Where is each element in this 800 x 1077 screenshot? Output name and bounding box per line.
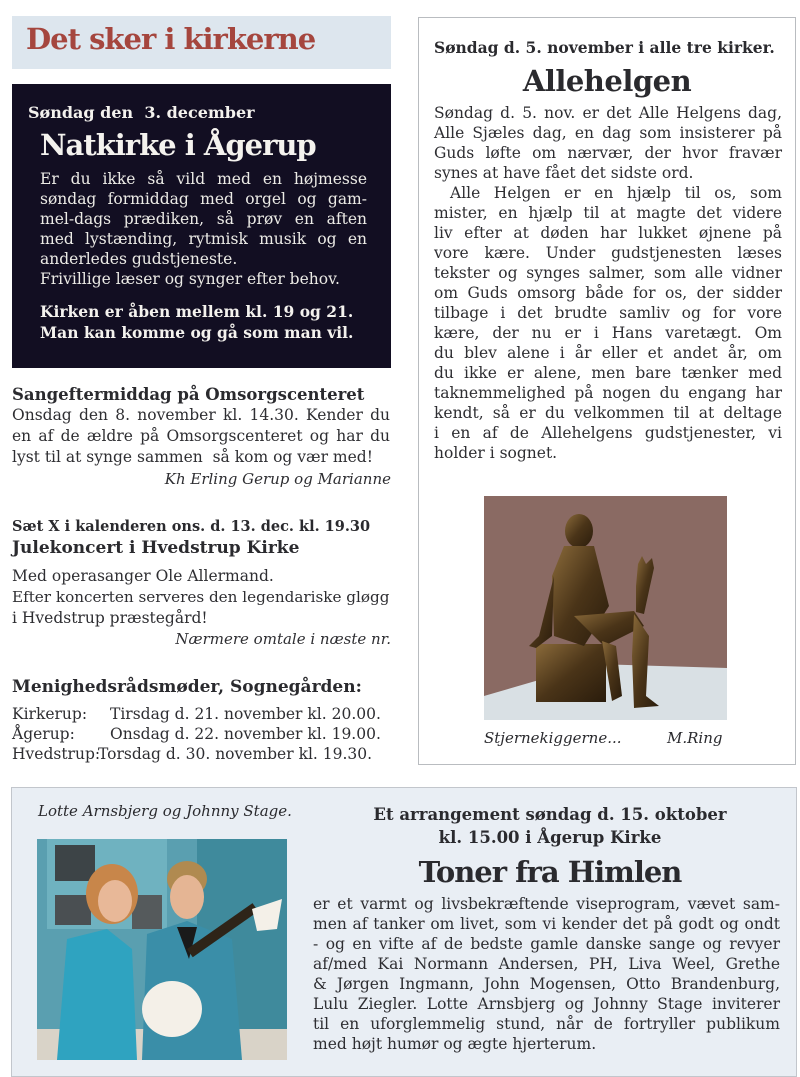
julekoncert-body-line: Efter koncerten serveres den legendariske gløgg (12, 588, 390, 606)
allehelgen-body-line: Alle Helgen er en hjælp til os, som (450, 184, 782, 202)
allehelgen-body-line: taknemmelighed på nogen du engang har (434, 384, 782, 402)
allehelgen-body-line: kære, der nu er i Hans varetægt. Om (434, 324, 782, 342)
statue-photo-caption: Stjernekiggerne... (484, 729, 622, 747)
meeting-place: Kirkerup: (12, 705, 88, 723)
toner-body-line: med højt humør og ægte hjerterum. (313, 1035, 597, 1053)
toner-heading-line: Et arrangement søndag d. 15. oktober (373, 805, 727, 824)
page-title: Det sker i kirkerne (26, 22, 316, 56)
allehelgen-body-line: synes at have fået det sidste ord. (434, 164, 694, 182)
natkirke-title: Natkirke i Ågerup (40, 128, 316, 162)
meeting-time: Onsdag d. 22. november kl. 19.00. (110, 725, 381, 743)
allehelgen-date: Søndag d. 5. november i alle tre kirker. (434, 38, 775, 57)
statue-photo (484, 496, 727, 720)
sangeftermiddag-title: Sangeftermiddag på Omsorgscenteret (12, 385, 365, 404)
natkirke-come-and-go: Man kan komme og gå som man vil. (40, 323, 354, 342)
meeting-place: Ågerup: (12, 725, 75, 743)
allehelgen-body-line: Alle Sjæles dag, en dag som insisterer på (434, 124, 782, 142)
toner-title: Toner fra Himlen (418, 855, 682, 889)
allehelgen-body-line: liv efter at døden har lukket øjnene på (434, 224, 782, 242)
meeting-place: Hvedstrup: (12, 745, 101, 763)
allehelgen-body-line: kendt, så er du velkommen til at deltage (434, 404, 782, 422)
allehelgen-body-line: du ikke er alene, men bare tænker med (434, 364, 782, 382)
toner-body-line: men af tanker om livet, som vi kender det på godt og ondt (313, 915, 780, 933)
julekoncert-pretitle: Sæt X i kalenderen ons. d. 13. dec. kl. 19.30 (12, 518, 371, 535)
julekoncert-body-line: Med operasanger Ole Allermand. (12, 567, 274, 585)
natkirke-body-line: med lystænding, rytmisk musik og en (40, 230, 367, 248)
toner-body-line: er et varmt og livsbekræftende viseprogram, vævet sam- (313, 895, 780, 913)
natkirke-body-line: Frivillige læser og synger efter behov. (40, 270, 340, 288)
meeting-time: Torsdag d. 30. november kl. 19.30. (98, 745, 373, 763)
allehelgen-body-line: holder i sognet. (434, 444, 558, 462)
allehelgen-body-line: Søndag d. 5. nov. er det Alle Helgens dag, (434, 104, 782, 122)
toner-body-line: - og en vifte af de bedste gamle danske sange og revyer (313, 935, 780, 953)
toner-body-line: af/med Kai Normann Andersen, PH, Liva Weel, Grethe (313, 955, 780, 973)
allehelgen-body-line: du blev alene i år eller et andet år, om (434, 344, 782, 362)
natkirke-body-line: søndag formiddag med orgel og gam- (40, 190, 367, 208)
toner-body-line: til en uforglemmelig stund, når de fortryller publikum (313, 1015, 780, 1033)
sangeftermiddag-body-line: Onsdag den 8. november kl. 14.30. Kender du (12, 406, 390, 424)
musicians-image (37, 839, 287, 1060)
sangeftermiddag-body-line: lyst til at synge sammen så kom og vær med! (12, 448, 373, 466)
allehelgen-body-line: tilbage i det brudte samliv og for vore (434, 304, 782, 322)
toner-body-line: & Jørgen Ingmann, John Mogensen, Otto Brandenburg, (313, 975, 780, 993)
band-photo (37, 839, 287, 1060)
julekoncert-note: Nærmere omtale i næste nr. (175, 630, 391, 648)
sangeftermiddag-body-line: en af de ældre på Omsorgscenteret og har du (12, 427, 390, 445)
julekoncert-body-line: i Hvedstrup præstegård! (12, 609, 208, 627)
statue-photo-credit: M.Ring (667, 729, 723, 747)
julekoncert-title: Julekoncert i Hvedstrup Kirke (12, 538, 300, 558)
bronze-statue-image (484, 496, 727, 720)
toner-body-line: Lulu Ziegler. Lotte Arnsbjerg og Johnny Stage inviterer (313, 995, 780, 1013)
natkirke-body-line: Er du ikke så vild med en højmesse (40, 170, 367, 188)
toner-heading-line: kl. 15.00 i Ågerup Kirke (438, 828, 662, 847)
allehelgen-title: Allehelgen (522, 64, 692, 98)
sangeftermiddag-signature: Kh Erling Gerup og Marianne (164, 470, 391, 488)
allehelgen-body-line: mister, en hjælp til at magte det videre (434, 204, 782, 222)
allehelgen-body-line: i en af de Allehelgens gudstjenester, vi (434, 424, 782, 442)
allehelgen-body-line: tekster og synges salmer, som alle vidner (434, 264, 782, 282)
meeting-time: Tirsdag d. 21. november kl. 20.00. (110, 705, 381, 723)
band-photo-caption: Lotte Arnsbjerg og Johnny Stage. (38, 802, 292, 820)
natkirke-body-line: anderledes gudstjeneste. (40, 250, 238, 268)
allehelgen-body-line: om Guds omsorg både for os, der sidder (434, 284, 782, 302)
menighedsraad-title: Menighedsrådsmøder, Sognegården: (12, 677, 362, 697)
natkirke-date: Søndag den 3. december (28, 103, 255, 122)
natkirke-body-line: mel-dags prædiken, så prøv en aften (40, 210, 367, 228)
natkirke-open-hours: Kirken er åben mellem kl. 19 og 21. (40, 302, 354, 321)
allehelgen-body-line: Guds løfte om nærvær, der hvor fravær (434, 144, 782, 162)
allehelgen-body-line: vore kære. Under gudstjenesten læses (434, 244, 782, 262)
